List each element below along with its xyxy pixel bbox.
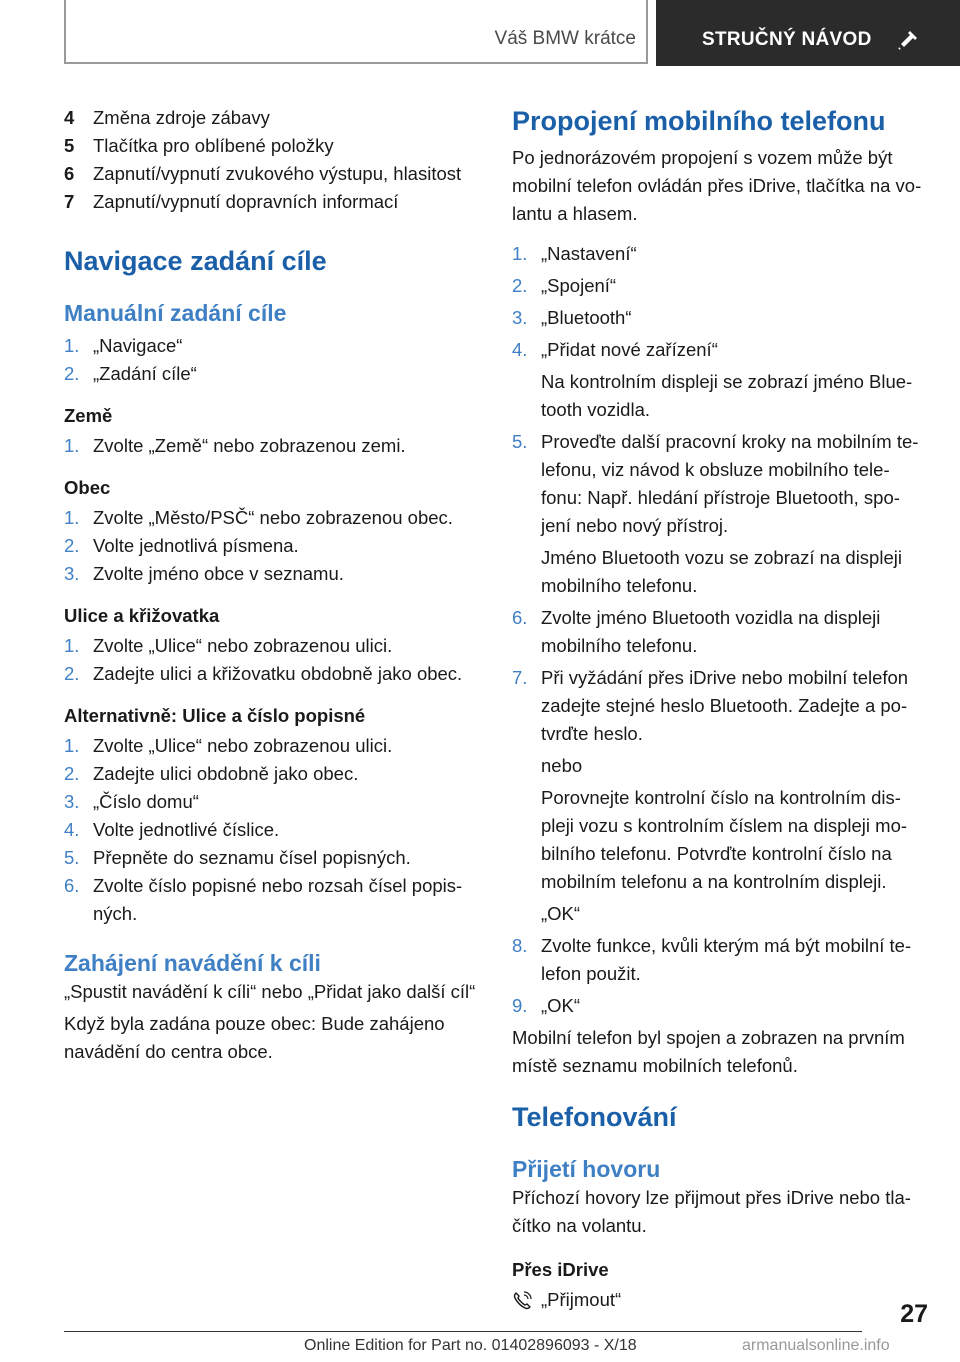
list-item [64, 844, 480, 872]
step-text: „Bluetooth“ [541, 307, 632, 328]
list-item [64, 788, 480, 816]
legend-text: Změna zdroje zábavy [93, 107, 270, 128]
heading-accept-call: Přijetí hovoru [512, 1156, 661, 1182]
list-item [64, 432, 480, 460]
list-item [64, 532, 480, 560]
list-item [64, 872, 480, 928]
step-text: Při vyžádání přes iDrive nebo mobilní telefon zadejte stejné heslo Bluetooth. Zadejte a po-tvrďte heslo. [541, 667, 909, 744]
step-text: „Číslo domu“ [93, 791, 199, 812]
legend-number: 5 [64, 135, 75, 156]
step-note: Porovnejte kontrolní číslo na kontrolním dis-pleji vozu s kontrolním číslem na displeji mo-bilního telefonu. Potvrďte kontrolní číslo na mobilním telefonu a na kontrolním displeji. [541, 787, 908, 892]
step-note: „OK“ [541, 903, 581, 924]
heading-city: Obec [64, 477, 111, 498]
step-text: Proveďte další pracovní kroky na mobilním te-lefonu, viz návod k obsluze mobilního tele-fonu: Např. hledání přístroje Bluetooth, spo-jení nebo nový přístroj. [541, 431, 919, 536]
step-number: 3. [512, 307, 528, 328]
list-item [64, 504, 480, 532]
list-item [64, 360, 480, 388]
step-number: 2. [64, 363, 80, 384]
edition-note: Online Edition for Part no. 01402896093 - X/18 [304, 1337, 637, 1354]
list-item [64, 760, 480, 788]
step-text: „Navigace“ [93, 335, 183, 356]
heading-country: Země [64, 405, 113, 426]
page-number: 27 [900, 1300, 928, 1328]
step-number: 1. [64, 435, 80, 456]
list-item [512, 304, 928, 332]
step-text: „Přidat nové zařízení“ [541, 339, 718, 360]
heading-via-idrive: Přes iDrive [512, 1259, 609, 1280]
step-text: Zvolte „Ulice“ nebo zobrazenou ulici. [93, 635, 393, 656]
step-number: 5. [64, 847, 80, 868]
street-steps [64, 632, 480, 688]
guide-tab [656, 0, 960, 66]
step-text: Zvolte „Ulice“ nebo zobrazenou ulici. [93, 735, 393, 756]
pairing-steps [512, 240, 928, 1020]
step-text: „OK“ [541, 995, 581, 1016]
control-legend [64, 104, 480, 216]
list-item [512, 272, 928, 300]
heading-alternative: Alternativně: Ulice a číslo popisné [64, 705, 366, 726]
step-number: 6. [512, 607, 528, 628]
country-steps [64, 432, 480, 460]
alternative-steps [64, 732, 480, 928]
guidance-paragraph: Když byla zadána pouze obec: Bude zahájeno navádění do centra obce. [64, 1013, 445, 1062]
left-column [64, 104, 480, 1066]
step-number: 2. [64, 763, 80, 784]
heading-guidance: Zahájení navádění k cíli [64, 950, 321, 976]
heading-navigation: Navigace zadání cíle [64, 246, 327, 276]
section-title: Váš BMW krátce [494, 28, 636, 49]
step-text: „Zadání cíle“ [93, 363, 197, 384]
step-note: Jméno Bluetooth vozu se zobrazí na displeji mobilního telefonu. [541, 547, 902, 596]
pairing-intro: Po jednorázovém propojení s vozem může být mobilní telefon ovládán přes iDrive, tlačítka na vo-lantu a hlasem. [512, 147, 922, 224]
step-text: Zvolte jméno Bluetooth vozidla na displeji mobilního telefonu. [541, 607, 881, 656]
step-number: 1. [64, 635, 80, 656]
step-number: 5. [512, 431, 528, 452]
list-item [64, 632, 480, 660]
step-number: 2. [64, 663, 80, 684]
legend-item [64, 160, 480, 188]
list-item [512, 664, 928, 748]
wrench-icon [896, 28, 920, 52]
step-number: 2. [512, 275, 528, 296]
legend-item [64, 132, 480, 160]
step-number: 3. [64, 791, 80, 812]
list-item [64, 660, 480, 688]
step-number: 1. [64, 507, 80, 528]
legend-number: 6 [64, 163, 75, 184]
list-item [512, 992, 928, 1020]
heading-street: Ulice a křižovatka [64, 605, 220, 626]
city-steps [64, 504, 480, 588]
step-number: 3. [64, 563, 80, 584]
step-text: Přepněte do seznamu čísel popisných. [93, 847, 411, 868]
step-text: „Spojení“ [541, 275, 617, 296]
step-text: Zvolte „Země“ nebo zobrazenou zemi. [93, 435, 406, 456]
step-number: 6. [64, 875, 80, 896]
step-number: 1. [64, 735, 80, 756]
heading-manual-entry: Manuální zadání cíle [64, 300, 287, 326]
manual-steps [64, 332, 480, 388]
step-text: Zvolte číslo popisné nebo rozsah čísel popis-ných. [93, 875, 463, 924]
list-item [512, 932, 928, 988]
accept-intro: Příchozí hovory lze přijmout přes iDrive nebo tla-čítko na volantu. [512, 1187, 911, 1236]
step-text: Zadejte ulici obdobně jako obec. [93, 763, 359, 784]
legend-text: Zapnutí/vypnutí dopravních informací [93, 191, 399, 212]
step-number: 8. [512, 935, 528, 956]
legend-text: Tlačítka pro oblíbené položky [93, 135, 334, 156]
step-text: Zvolte „Město/PSČ“ nebo zobrazenou obec. [93, 507, 453, 528]
watermark: armanualsonline.info [742, 1337, 890, 1354]
list-item [64, 332, 480, 360]
heading-calls: Telefonování [512, 1102, 677, 1132]
step-text: „Nastavení“ [541, 243, 637, 264]
step-text: Zvolte jméno obce v seznamu. [93, 563, 344, 584]
pairing-outro: Mobilní telefon byl spojen a zobrazen na prvním místě seznamu mobilních telefonů. [512, 1027, 905, 1076]
right-column [512, 104, 928, 1314]
step-number: 1. [64, 335, 80, 356]
phone-icon [512, 1291, 532, 1311]
list-item [512, 336, 928, 364]
step-text: Volte jednotlivé číslice. [93, 819, 280, 840]
list-item [512, 428, 928, 540]
step-number: 7. [512, 667, 528, 688]
guidance-paragraph: „Spustit navádění k cíli“ nebo „Přidat jako další cíl“ [64, 981, 476, 1002]
list-item [64, 816, 480, 844]
list-item [512, 604, 928, 660]
heading-phone-pairing: Propojení mobilního telefonu [512, 106, 886, 136]
accept-action [512, 1286, 928, 1314]
step-note: Na kontrolním displeji se zobrazí jméno Blue-tooth vozidla. [541, 371, 913, 420]
step-number: 2. [64, 535, 80, 556]
list-item [64, 732, 480, 760]
step-text: Zadejte ulici a křižovatku obdobně jako obec. [93, 663, 463, 684]
step-number: 1. [512, 243, 528, 264]
list-item [512, 240, 928, 268]
page-header [0, 0, 960, 66]
step-number: 9. [512, 995, 528, 1016]
accept-action-label: „Přijmout“ [541, 1289, 622, 1310]
step-number: 4. [64, 819, 80, 840]
guide-title: STRUČNÝ NÁVOD [702, 29, 872, 50]
legend-text: Zapnutí/vypnutí zvukového výstupu, hlasitost [93, 163, 462, 184]
legend-number: 7 [64, 191, 75, 212]
footer-divider [64, 1331, 862, 1332]
step-number: 4. [512, 339, 528, 360]
list-item [64, 560, 480, 588]
step-note: nebo [541, 755, 583, 776]
legend-number: 4 [64, 107, 75, 128]
legend-item [64, 104, 480, 132]
step-text: Volte jednotlivá písmena. [93, 535, 299, 556]
step-text: Zvolte funkce, kvůli kterým má být mobilní te-lefon použit. [541, 935, 912, 984]
legend-item [64, 188, 480, 216]
